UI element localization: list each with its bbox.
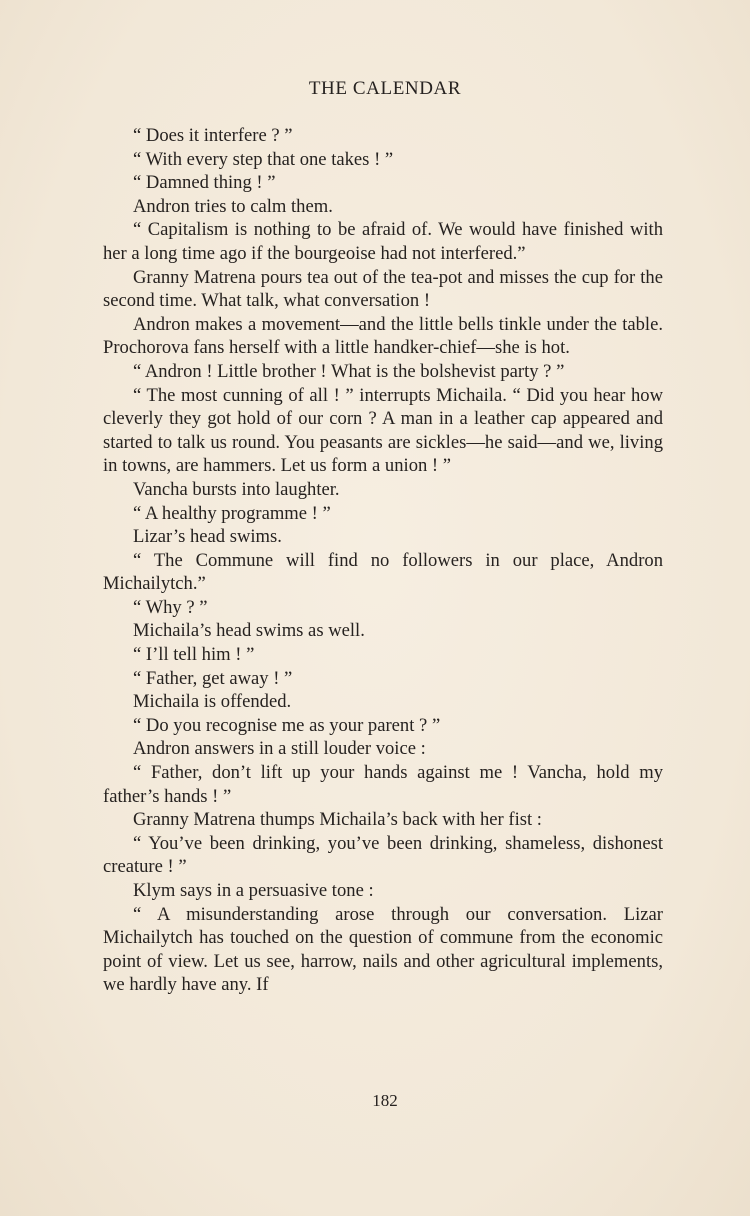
- paragraph: “ A misunderstanding arose through our conversation. Lizar Michailytch has touched on the question of commune from the economic point of view. Let us see, harrow, nails and other agricultural implements, we hardly have any. If: [103, 903, 663, 996]
- paragraph: “ Damned thing ! ”: [133, 172, 276, 194]
- paragraph: “ Andron ! Little brother ! What is the bolshevist party ? ”: [133, 360, 565, 382]
- running-head: THE CALENDAR: [308, 78, 462, 99]
- paragraph: Andron tries to calm them.: [133, 195, 333, 217]
- paragraph: “ I’ll tell him ! ”: [133, 644, 255, 666]
- paragraph: Michaila’s head swims as well.: [133, 620, 365, 642]
- page-number: 182: [372, 1091, 398, 1110]
- paragraph: Lizar’s head swims.: [133, 526, 282, 548]
- paragraph: “ You’ve been drinking, you’ve been drinking, shameless, dishonest creature ! ”: [103, 832, 663, 878]
- paragraph: “ Capitalism is nothing to be afraid of. We would have finished with her a long time ago if the bourgeoise had not interfered.”: [103, 219, 663, 264]
- paragraph: “ The most cunning of all ! ” interrupts Michaila. “ Did you hear how cleverly they got hold of our corn ? A man in a leather cap appeared and started to talk us round. You peasants are sickles—he said—and we, living in towns, are hammers. Let us form a union ! ”: [103, 384, 663, 477]
- body-text: [103, 124, 663, 997]
- paragraph: Michaila is offended.: [133, 691, 292, 713]
- paragraph: “ Father, get away ! ”: [133, 667, 293, 689]
- paragraph: “ A healthy programme ! ”: [133, 502, 331, 524]
- paragraph: Andron makes a movement—and the little bells tinkle under the table. Prochorova fans herself with a little handker-chief—she is hot.: [103, 313, 663, 359]
- paragraph: “ With every step that one takes ! ”: [133, 148, 394, 170]
- paragraph: “ The Commune will find no followers in our place, Andron Michailytch.”: [103, 549, 663, 595]
- paragraph: Granny Matrena pours tea out of the tea-pot and misses the cup for the second time. What talk, what conversation !: [103, 266, 663, 312]
- paragraph: “ Father, don’t lift up your hands against me ! Vancha, hold my father’s hands ! ”: [103, 762, 663, 807]
- paragraph: “ Does it interfere ? ”: [133, 125, 293, 146]
- paragraph: Klym says in a persuasive tone :: [133, 880, 374, 901]
- paragraph: Andron answers in a still louder voice :: [133, 738, 426, 760]
- paragraph: Granny Matrena thumps Michaila’s back with her fist :: [133, 809, 542, 831]
- paragraph: “ Do you recognise me as your parent ? ”: [133, 714, 441, 736]
- paragraph: “ Why ? ”: [133, 596, 208, 618]
- paragraph: Vancha bursts into laughter.: [133, 478, 340, 500]
